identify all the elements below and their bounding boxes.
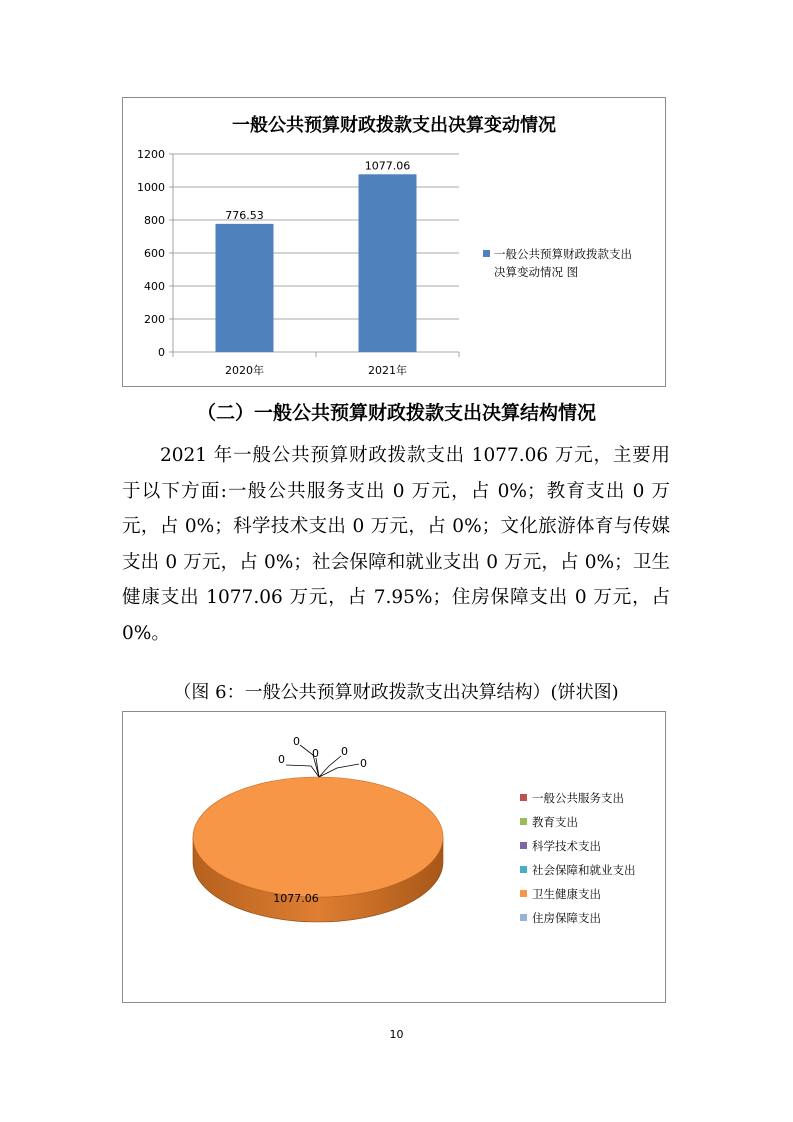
pie-legend-item-health bbox=[520, 887, 601, 901]
bar-chart-legend bbox=[483, 247, 632, 279]
bar-y-tick-label: 1000 bbox=[137, 181, 165, 194]
bar-value-label: 1077.06 bbox=[364, 159, 411, 173]
pie-legend-item-education bbox=[520, 815, 578, 829]
bar-chart-y-axis bbox=[137, 148, 173, 359]
bar-chart bbox=[123, 98, 665, 386]
bar-legend-swatch bbox=[483, 250, 490, 257]
bar-value-label: 776.53 bbox=[225, 208, 264, 222]
bar-y-tick-label: 200 bbox=[144, 313, 165, 326]
svg-text:科学技术支出: 科学技术支出 bbox=[532, 839, 601, 853]
pie-legend-item-science bbox=[520, 839, 601, 853]
bar-y-tick-label: 0 bbox=[158, 346, 165, 359]
pie-zero-leader-lines bbox=[286, 745, 359, 777]
pie-label-health: 1077.06 bbox=[273, 892, 319, 905]
svg-text:一般公共服务支出: 一般公共服务支出 bbox=[532, 791, 624, 805]
bar-chart-title: 一般公共预算财政拨款支出决算变动情况 bbox=[232, 115, 556, 136]
pie-chart-frame bbox=[122, 711, 666, 1003]
bar-chart-x-axis bbox=[173, 352, 459, 377]
svg-text:住房保障支出: 住房保障支出 bbox=[532, 911, 601, 925]
bar-x-tick-label: 2021年 bbox=[368, 364, 407, 377]
pie-chart bbox=[123, 712, 665, 1002]
bar-chart-bars bbox=[216, 159, 417, 352]
bar-legend-line1: 一般公共预算财政拨款支出 bbox=[494, 247, 632, 261]
svg-text:教育支出: 教育支出 bbox=[532, 815, 578, 829]
body-paragraph: 2021 年一般公共预算财政拨款支出 1077.06 万元，主要用于以下方面:一般公共服务支出 0 万元，占 0%；教育支出 0 万元，占 0%；科学技术支出 0 万元，占 0%；文化旅游体育与传媒支出 0 万元，占 0%；社会保障和就业支出 0 万元，占 0%；卫生健康支出 1077.06 万元，占 7.95%；住房保障支出 0 万元，占 0%。 bbox=[122, 445, 670, 644]
pie-legend-item-general-services bbox=[520, 791, 624, 805]
bar-y-tick-label: 600 bbox=[144, 247, 165, 260]
bar-2021年 bbox=[359, 174, 417, 352]
svg-text:卫生健康支出: 卫生健康支出 bbox=[532, 887, 601, 901]
pie-legend-item-housing bbox=[520, 911, 601, 925]
bar-y-tick-label: 400 bbox=[144, 280, 165, 293]
bar-2020年 bbox=[216, 224, 274, 352]
section-heading: （二）一般公共预算财政拨款支出决算结构情况 bbox=[196, 402, 596, 424]
bar-x-tick-label: 2020年 bbox=[225, 364, 264, 377]
pie-label-education: 0 bbox=[293, 735, 300, 748]
page-number: 10 bbox=[389, 1028, 404, 1041]
svg-text:社会保障和就业支出: 社会保障和就业支出 bbox=[532, 863, 636, 877]
pie-label-general-services: 0 bbox=[278, 753, 285, 766]
figure-caption: （图 6：一般公共预算财政拨款支出决算结构）(饼状图) bbox=[173, 682, 619, 703]
pie-label-housing: 0 bbox=[360, 757, 367, 770]
pie-slice-top bbox=[193, 777, 443, 897]
bar-chart-frame bbox=[122, 97, 666, 387]
pie-chart-legend bbox=[520, 791, 636, 925]
pie-legend-item-social-security bbox=[520, 863, 636, 877]
pie-label-social-security: 0 bbox=[341, 745, 348, 758]
bar-y-tick-label: 1200 bbox=[137, 148, 165, 161]
bar-legend-line2: 决算变动情况 图 bbox=[494, 265, 579, 279]
pie-label-science: 0 bbox=[312, 747, 319, 760]
bar-y-tick-label: 800 bbox=[144, 214, 165, 227]
